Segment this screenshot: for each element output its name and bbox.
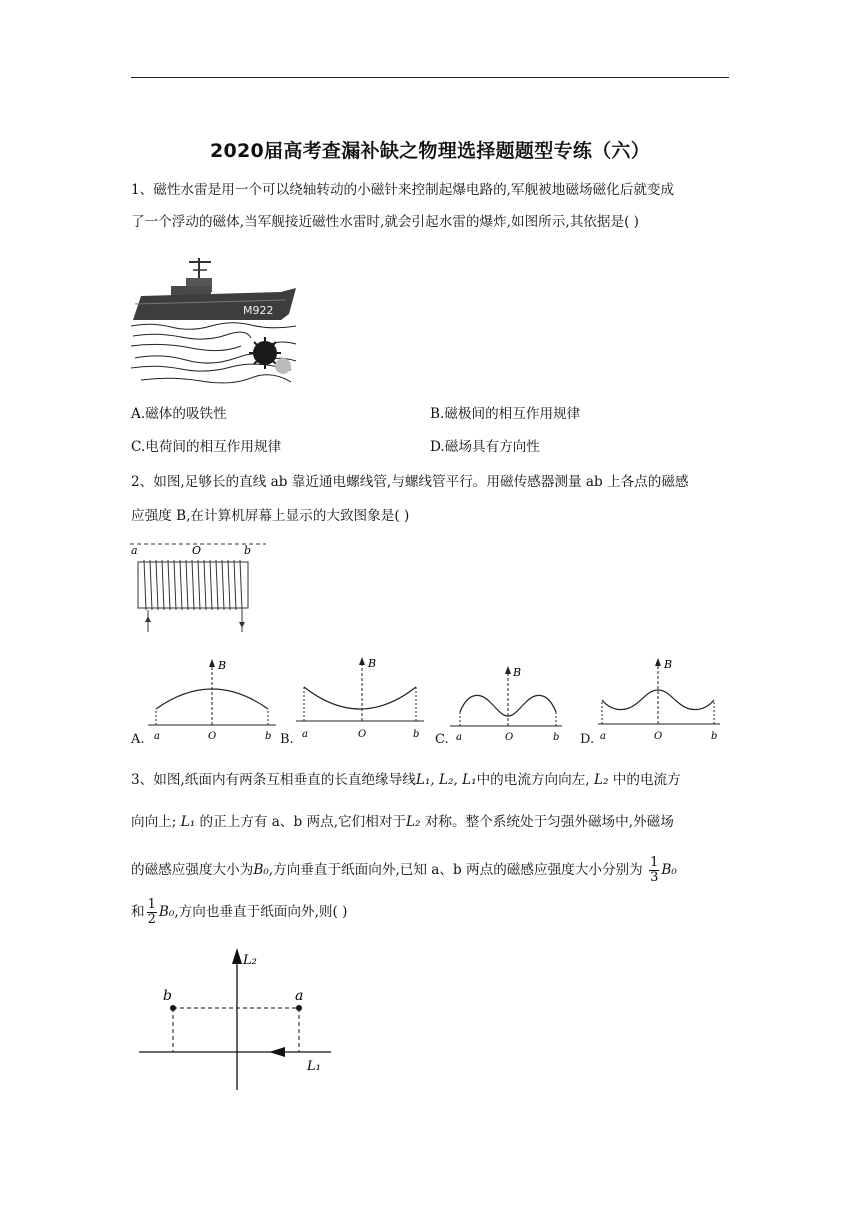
q3-line2-var2: L₂ <box>406 814 421 830</box>
q3-line2-text-a: 向向上; <box>131 814 177 830</box>
q1-line1: 1、磁性水雷是用一个可以绕轴转动的小磁针来控制起爆电路的,军舰被地磁场磁化后就变成 <box>131 182 675 198</box>
q3-line4-text-a: 和 <box>131 904 145 920</box>
warship-icon <box>133 258 296 320</box>
fraction-one-half <box>147 898 157 927</box>
q3-line2-var: L₁ <box>180 814 196 830</box>
q2-graph-a <box>148 655 278 741</box>
tick-b: b <box>265 731 272 741</box>
curve-b <box>304 687 416 709</box>
q2-graph-c <box>450 664 565 744</box>
q2-option-d[interactable]: D. <box>580 732 595 747</box>
axis-label-b: B <box>368 657 377 670</box>
point-a <box>296 1005 302 1011</box>
q3-wire-figure <box>131 942 341 1092</box>
tick-o: O <box>654 731 663 742</box>
q1-option-a[interactable]: A.磁体的吸铁性 <box>131 406 227 422</box>
q3-line3 <box>131 856 731 885</box>
q3-line3-var: B₀ <box>253 862 269 878</box>
label-point-b: b <box>163 988 172 1004</box>
q3-line4-text-b: ,方向也垂直于纸面向外,则( ) <box>174 904 348 920</box>
q1-option-b[interactable]: B.磁极间的相互作用规律 <box>430 406 581 422</box>
q2-graph-d <box>598 656 723 742</box>
q2-line1: 2、如图,足够长的直线 ab 靠近通电螺线管,与螺线管平行。用磁传感器测量 ab 上各点的磁感 <box>131 474 689 490</box>
tick-a: a <box>154 731 160 741</box>
label-l1: L₁ <box>307 1059 321 1074</box>
axis-arrow-icon <box>655 658 661 666</box>
tick-a: a <box>302 729 308 740</box>
axis-arrow-icon <box>359 657 365 665</box>
frac1-numerator: 1 <box>650 855 659 870</box>
tick-b: b <box>711 731 718 742</box>
q3-line3-text-a: 的磁感应强度大小为 <box>131 862 254 878</box>
axis-label-b: B <box>218 659 227 672</box>
tick-a: a <box>600 731 606 742</box>
q3-line1-text-c: 中的电流方 <box>612 772 681 788</box>
q1-option-d[interactable]: D.磁场具有方向性 <box>430 439 540 455</box>
q3-line2-text-b: 的正上方有 a、b 两点,它们相对于 <box>199 814 407 830</box>
q3-line1-text-a: 3、如图,纸面内有两条互相垂直的长直绝缘导线 <box>131 772 416 788</box>
label-b: b <box>244 544 252 557</box>
q3-line2 <box>131 812 731 832</box>
q2-solenoid-figure <box>128 538 268 636</box>
tick-o: O <box>505 732 514 743</box>
q3-line3-text-b: ,方向垂直于纸面向外,已知 a、b 两点的磁感应强度大小分别为 <box>268 862 643 878</box>
fraction-one-third <box>649 856 659 885</box>
q3-line4 <box>131 898 731 927</box>
label-point-a: a <box>295 988 304 1004</box>
axis-arrow-icon <box>209 659 215 667</box>
solenoid-coil <box>138 560 248 610</box>
tick-o: O <box>208 731 217 741</box>
current-out-arrow-icon <box>239 622 245 628</box>
l2-up-arrow-icon <box>232 948 242 964</box>
axis-label-b: B <box>664 658 673 671</box>
l1-left-arrow-icon <box>269 1047 285 1057</box>
label-l2: L₂ <box>243 953 257 968</box>
q2-option-b[interactable]: B. <box>280 732 294 747</box>
q3-line1-vars: L₁, L₂, L₁ <box>415 772 477 788</box>
q1-warship-mine-figure <box>131 248 299 388</box>
q3-frac2-var: B₀ <box>158 904 175 920</box>
frac2-denominator: 2 <box>147 912 156 927</box>
q1-option-c[interactable]: C.电荷间的相互作用规律 <box>131 439 282 455</box>
tick-a: a <box>456 732 462 743</box>
q2-graph-b <box>296 655 426 741</box>
ship-hull-number: M922 <box>243 304 274 317</box>
label-o: O <box>192 544 202 557</box>
point-b <box>170 1005 176 1011</box>
page-title: 2020届高考查漏补缺之物理选择题题型专练（六） <box>209 140 651 162</box>
label-a: a <box>131 544 138 557</box>
current-in-arrow-icon <box>145 616 151 622</box>
frac2-numerator: 1 <box>147 897 156 912</box>
q2-option-c[interactable]: C. <box>435 732 449 747</box>
q3-line1-text-b: 中的电流方向向左, <box>476 772 590 788</box>
header-rule <box>131 77 729 78</box>
axis-label-b: B <box>513 666 522 679</box>
frac1-denominator: 3 <box>650 870 659 885</box>
q1-line2: 了一个浮动的磁体,当军舰接近磁性水雷时,就会引起水雷的爆炸,如图所示,其依据是( ) <box>131 214 639 230</box>
tick-o: O <box>358 729 367 740</box>
q3-line1-var2: L₂ <box>593 772 609 788</box>
q2-line2: 应强度 B,在计算机屏幕上显示的大致图象是( ) <box>131 508 410 524</box>
q3-frac1-var: B₀ <box>661 862 677 878</box>
q2-option-a[interactable]: A. <box>131 732 145 747</box>
q3-line1 <box>131 770 731 790</box>
q3-line2-text-c: 对称。整个系统处于匀强外磁场中,外磁场 <box>424 814 674 830</box>
tick-b: b <box>413 729 420 740</box>
tick-b: b <box>553 732 560 743</box>
axis-arrow-icon <box>505 666 511 674</box>
